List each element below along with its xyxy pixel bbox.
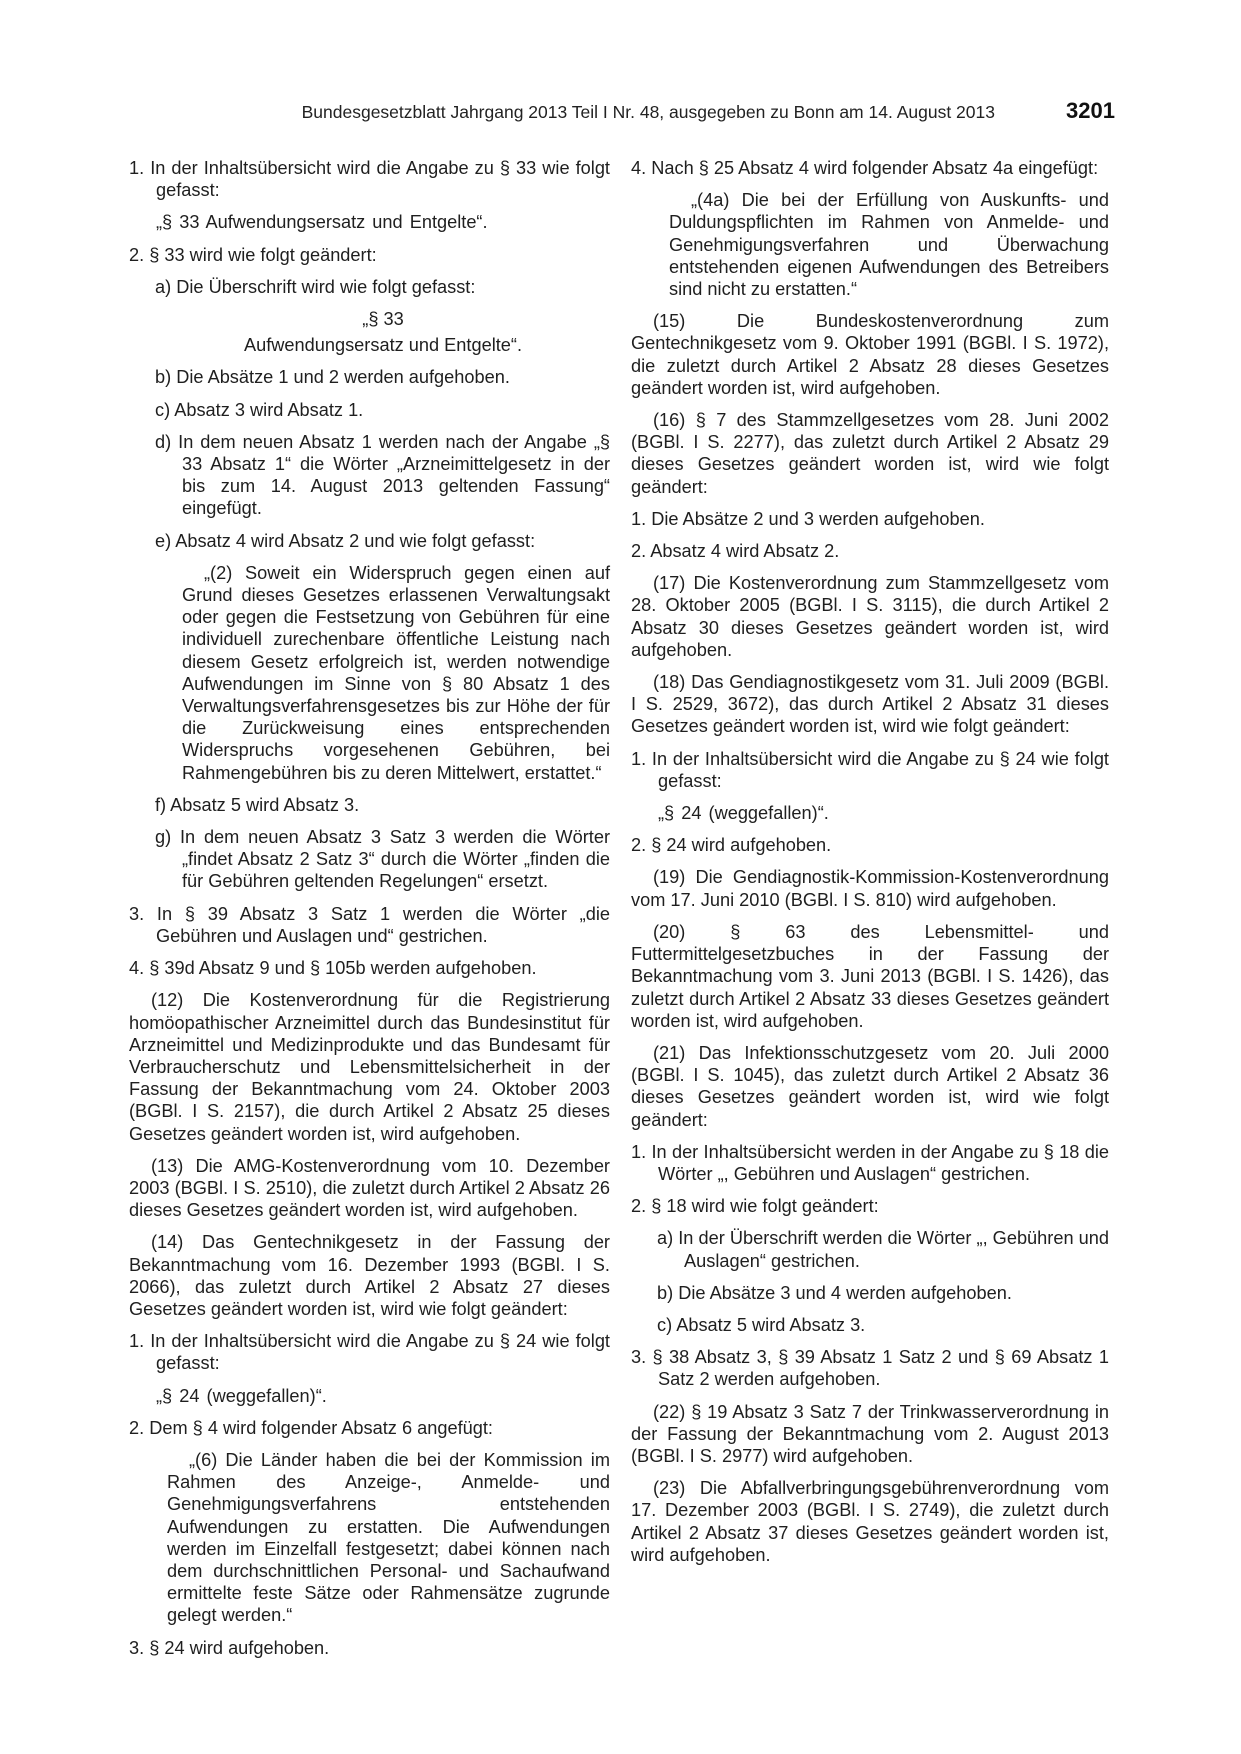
- right-column: [631, 157, 1109, 1576]
- list-item: 2. § 33 wird wie folgt geändert:: [129, 244, 377, 265]
- sub-item: e) Absatz 4 wird Absatz 2 und wie folgt gefasst:: [155, 530, 536, 551]
- quoted-section-number: „§ 33: [362, 309, 404, 330]
- sub-item: c) Absatz 5 wird Absatz 3.: [657, 1314, 866, 1335]
- quoted-heading: „§ 24 (weggefallen)“.: [156, 1385, 327, 1406]
- sub-item: c) Absatz 3 wird Absatz 1.: [155, 399, 364, 420]
- list-item: 4. Nach § 25 Absatz 4 wird folgender Absatz 4a eingefügt:: [631, 158, 1099, 178]
- paragraph: (15) Die Bundeskostenverordnung zum Gentechnikgesetz vom 9. Oktober 1991 (BGBl. I S. 1972), die zuletzt durch Artikel 2 Absatz 28 dieses Gesetzes geändert worden ist, wird aufgehoben.: [631, 311, 1109, 398]
- sub-item: d) In dem neuen Absatz 1 werden nach der Angabe „§ 33 Absatz 1“ die Wörter „Arzneimittelgesetz in der bis zum 14. August 2013 geltenden Fassung“ eingefügt.: [155, 431, 610, 519]
- sub-item: a) Die Überschrift wird wie folgt gefasst:: [155, 276, 476, 297]
- list-item: 1. In der Inhaltsübersicht werden in der Angabe zu § 18 die Wörter „, Gebühren und Auslagen“ gestrichen.: [631, 1141, 1109, 1184]
- list-item: 1. In der Inhaltsübersicht wird die Angabe zu § 24 wie folgt gefasst:: [631, 748, 1109, 791]
- list-item: 1. In der Inhaltsübersicht wird die Angabe zu § 24 wie folgt gefasst:: [129, 1331, 610, 1374]
- paragraph: (19) Die Gendiagnostik-Kommission-Kostenverordnung vom 17. Juni 2010 (BGBl. I S. 810) wird aufgehoben.: [631, 867, 1109, 910]
- quoted-paragraph: „(6) Die Länder haben die bei der Kommission im Rahmen des Anzeige-, Anmelde- und Genehmigungsverfahrens entstehenden Aufwendungen zu erstatten. Die Aufwendungen werden im Einzelfall festgesetzt; dabei können nach dem durchschnittlichen Personal- und Sachaufwand ermittelte feste Sätze oder Rahmensätze zugrunde gelegt werden.“: [167, 1449, 610, 1626]
- paragraph: (22) § 19 Absatz 3 Satz 7 der Trinkwasserverordnung in der Fassung der Bekanntmachung vom 2. August 2013 (BGBl. I S. 2977) wird aufgehoben.: [631, 1401, 1109, 1466]
- list-item: 2. § 18 wird wie folgt geändert:: [631, 1196, 879, 1217]
- sub-item: g) In dem neuen Absatz 3 Satz 3 werden die Wörter „findet Absatz 2 Satz 3“ durch die Wörter „finden die für Gebühren geltenden Regelungen“ ersetzt.: [155, 827, 610, 892]
- list-item: 1. In der Inhaltsübersicht wird die Angabe zu § 33 wie folgt gefasst:: [129, 158, 610, 201]
- list-item: 2. § 24 wird aufgehoben.: [631, 835, 832, 856]
- paragraph: (21) Das Infektionsschutzgesetz vom 20. Juli 2000 (BGBl. I S. 1045), das zuletzt durch Artikel 2 Absatz 36 dieses Gesetzes geändert worden ist, wird wie folgt geändert:: [631, 1042, 1109, 1130]
- quoted-heading: „§ 24 (weggefallen)“.: [658, 803, 829, 824]
- sub-item: f) Absatz 5 wird Absatz 3.: [155, 794, 360, 815]
- left-column: [129, 157, 610, 1669]
- paragraph: (18) Das Gendiagnostikgesetz vom 31. Juli 2009 (BGBl. I S. 2529, 3672), das durch Artikel 2 Absatz 31 dieses Gesetzes geändert worden ist, wird wie folgt geändert:: [631, 672, 1109, 737]
- page-number: 3201: [1066, 98, 1115, 123]
- header-title: Bundesgesetzblatt Jahrgang 2013 Teil I Nr. 48, ausgegeben zu Bonn am 14. August 2013: [301, 102, 995, 122]
- quoted-section-title: Aufwendungsersatz und Entgelte“.: [243, 335, 523, 356]
- list-item: 4. § 39d Absatz 9 und § 105b werden aufgehoben.: [129, 958, 537, 979]
- paragraph: (14) Das Gentechnikgesetz in der Fassung der Bekanntmachung vom 16. Dezember 1993 (BGBl. I S. 2066), das zuletzt durch Artikel 2 Absatz 27 dieses Gesetzes geändert worden ist, wird wie folgt geändert:: [129, 1232, 610, 1319]
- sub-item: a) In der Überschrift werden die Wörter „, Gebühren und Auslagen“ gestrichen.: [657, 1228, 1109, 1271]
- sub-item: b) Die Absätze 3 und 4 werden aufgehoben.: [657, 1282, 1012, 1303]
- quoted-paragraph: „(2) Soweit ein Widerspruch gegen einen auf Grund dieses Gesetzes erlassenen Verwaltungsakt oder gegen die Festsetzung von Gebühren für eine individuell zurechenbare öffentliche Leistung nach diesem Gesetz erfolgreich ist, werden notwendige Aufwendungen im Sinne von § 80 Absatz 1 des Verwaltungsverfahrensgesetzes bis zur Höhe der für die Zurückweisung eines entsprechenden Widerspruchs vorgesehenen Gebühren, bei Rahmengebühren bis zu deren Mittelwert, erstattet.“: [182, 562, 610, 783]
- quoted-heading: „§ 33 Aufwendungsersatz und Entgelte“.: [156, 212, 488, 233]
- paragraph: (17) Die Kostenverordnung zum Stammzellgesetz vom 28. Oktober 2005 (BGBl. I S. 3115), die durch Artikel 2 Absatz 30 dieses Gesetzes geändert worden ist, wird aufgehoben.: [631, 573, 1109, 660]
- list-item: 3. § 38 Absatz 3, § 39 Absatz 1 Satz 2 und § 69 Absatz 1 Satz 2 werden aufgehoben.: [631, 1347, 1109, 1390]
- paragraph: (13) Die AMG-Kostenverordnung vom 10. Dezember 2003 (BGBl. I S. 2510), die zuletzt durch Artikel 2 Absatz 26 dieses Gesetzes geändert worden ist, wird aufgehoben.: [129, 1155, 610, 1221]
- list-item: 3. § 24 wird aufgehoben.: [129, 1637, 330, 1658]
- sub-item: b) Die Absätze 1 und 2 werden aufgehoben.: [155, 367, 510, 388]
- page-header: [120, 96, 1115, 126]
- paragraph: (16) § 7 des Stammzellgesetzes vom 28. Juni 2002 (BGBl. I S. 2277), das zuletzt durch Artikel 2 Absatz 29 dieses Gesetzes geändert worden ist, wird wie folgt geändert:: [631, 410, 1109, 497]
- list-item: 1. Die Absätze 2 und 3 werden aufgehoben.: [631, 508, 985, 529]
- list-item: 2. Dem § 4 wird folgender Absatz 6 angefügt:: [129, 1417, 493, 1438]
- paragraph: (23) Die Abfallverbringungsgebührenverordnung vom 17. Dezember 2003 (BGBl. I S. 2749), die zuletzt durch Artikel 2 Absatz 37 dieses Gesetzes geändert worden ist, wird aufgehoben.: [631, 1478, 1109, 1565]
- quoted-paragraph: „(4a) Die bei der Erfüllung von Auskunfts- und Duldungspflichten im Rahmen von Anmelde- und Genehmigungsverfahren und Überwachung entstehenden eigenen Aufwendungen des Betreibers sind nicht zu erstatten.“: [669, 190, 1109, 300]
- list-item: 3. In § 39 Absatz 3 Satz 1 werden die Wörter „die Gebühren und Auslagen und“ gestrichen.: [129, 903, 610, 946]
- paragraph: (12) Die Kostenverordnung für die Registrierung homöopathischer Arzneimittel durch das Bundesinstitut für Arzneimittel und Medizinprodukte und das Bundesamt für Verbraucherschutz und Lebensmittelsicherheit in der Fassung der Bekanntmachung vom 24. Oktober 2003 (BGBl. I S. 2157), die durch Artikel 2 Absatz 25 dieses Gesetzes geändert worden ist, wird aufgehoben.: [129, 990, 610, 1144]
- list-item: 2. Absatz 4 wird Absatz 2.: [631, 541, 840, 562]
- paragraph: (20) § 63 des Lebensmittel- und Futtermittelgesetzbuches in der Fassung der Bekanntmachung vom 3. Juni 2013 (BGBl. I S. 1426), das zuletzt durch Artikel 2 Absatz 33 dieses Gesetzes geändert worden ist, wird aufgehoben.: [631, 921, 1109, 1031]
